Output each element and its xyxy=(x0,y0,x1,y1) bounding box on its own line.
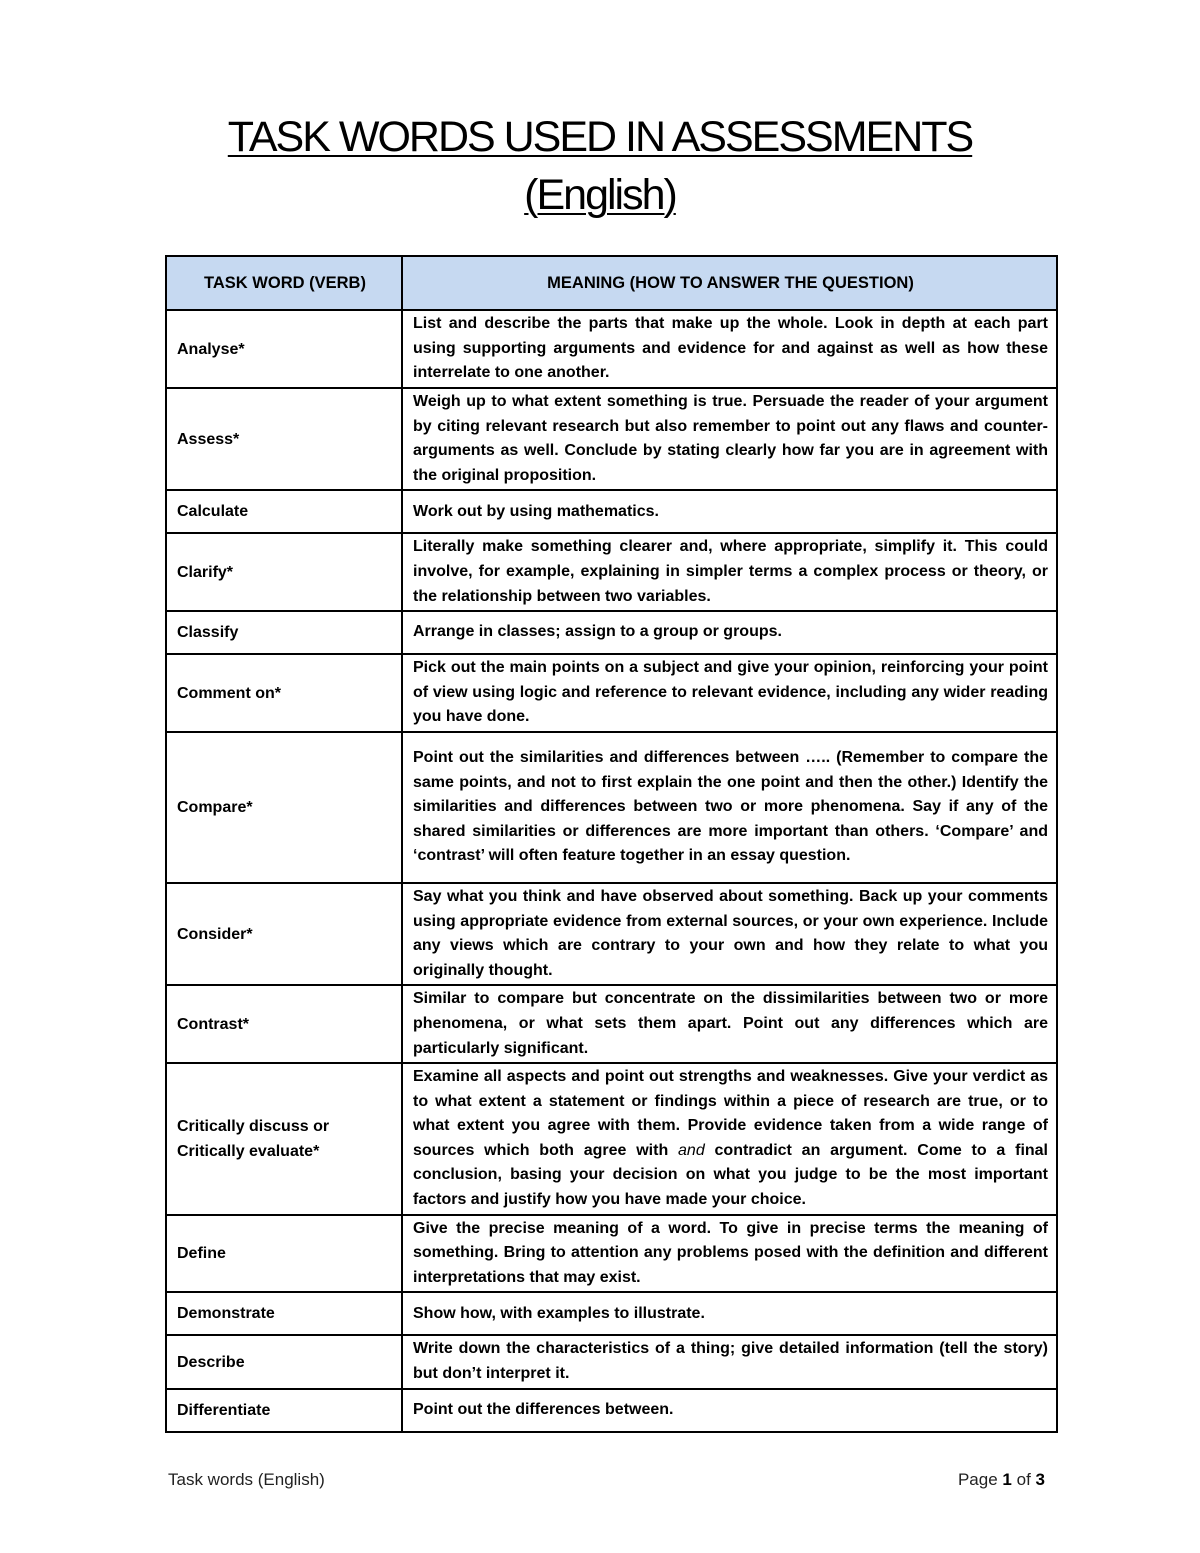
table-row xyxy=(166,388,1057,490)
task-word: Describe xyxy=(166,1335,402,1388)
document-title xyxy=(0,108,1200,224)
table-row xyxy=(166,732,1057,883)
table-row xyxy=(166,1389,1057,1432)
page-label: Page xyxy=(957,1470,998,1489)
task-word: Compare* xyxy=(166,732,402,883)
task-meaning: Say what you think and have observed about something. Back up your comments using appropriate evidence from external sources, or your own experience. Include any views which are contrary to your own and how they relate to what you originally thought. xyxy=(402,883,1057,985)
table-header-row xyxy=(166,256,1057,310)
task-meaning: Show how, with examples to illustrate. xyxy=(402,1292,1057,1335)
task-words-table xyxy=(165,255,1058,1433)
table-row xyxy=(166,1215,1057,1293)
task-meaning: Point out the similarities and differences between ….. (Remember to compare the same points, and not to first explain the one point and then the other.) Identify the similarities and differences between two or more phenomena. Say if any of the shared similarities or differences are more important than others. ‘Compare’ and ‘contrast’ will often feature together in an essay question. xyxy=(402,732,1057,883)
title-line-1: TASK WORDS USED IN ASSESSMENTS xyxy=(227,113,973,161)
task-word: Classify xyxy=(166,611,402,654)
header-meaning: MEANING (HOW TO ANSWER THE QUESTION) xyxy=(402,256,1057,310)
table-row xyxy=(166,310,1057,388)
task-meaning: Literally make something clearer and, where appropriate, simplify it. This could involve, for example, explaining in simpler terms a complex process or theory, or the relationship between two variables. xyxy=(402,533,1057,611)
task-meaning: Arrange in classes; assign to a group or groups. xyxy=(402,611,1057,654)
task-word: Calculate xyxy=(166,490,402,533)
task-meaning: Examine all aspects and point out strengths and weaknesses. Give your verdict as to what extent a statement or findings within a piece of research are true, or to what extent you agree with them. Provide evidence taken from a wide range of sources which both agree with and contradict an argument. Come to a final conclusion, basing your decision on what you judge to be the most important factors and justify how you have made your choice. xyxy=(402,1063,1057,1215)
footer-page-number xyxy=(958,1470,1045,1490)
page-of-label: of xyxy=(1016,1470,1031,1489)
table-row xyxy=(166,883,1057,985)
task-meaning: Work out by using mathematics. xyxy=(402,490,1057,533)
task-word: Define xyxy=(166,1215,402,1293)
task-word: Clarify* xyxy=(166,533,402,611)
task-meaning: Write down the characteristics of a thing; give detailed information (tell the story) but don’t interpret it. xyxy=(402,1335,1057,1388)
table-row xyxy=(166,490,1057,533)
table-row xyxy=(166,1292,1057,1335)
emphasis-and: and xyxy=(678,1141,705,1159)
footer-document-name: Task words (English) xyxy=(168,1470,325,1489)
task-word: Contrast* xyxy=(166,985,402,1063)
task-word: Assess* xyxy=(166,388,402,490)
task-word: Analyse* xyxy=(166,310,402,388)
header-task-word: TASK WORD (VERB) xyxy=(166,256,402,310)
task-meaning: Weigh up to what extent something is true. Persuade the reader of your argument by citing relevant research but also remember to point out any flaws and counter-arguments as well. Conclude by stating clearly how far you are in agreement with the original proposition. xyxy=(402,388,1057,490)
task-meaning: List and describe the parts that make up the whole. Look in depth at each part using supporting arguments and evidence for and against as well as how these interrelate to one another. xyxy=(402,310,1057,388)
table-row xyxy=(166,1063,1057,1215)
table-row xyxy=(166,1335,1057,1388)
task-word: Consider* xyxy=(166,883,402,985)
task-meaning: Pick out the main points on a subject and give your opinion, reinforcing your point of view using logic and reference to relevant evidence, including any wider reading you have done. xyxy=(402,654,1057,732)
title-line-2: (English) xyxy=(524,171,676,219)
table-row xyxy=(166,533,1057,611)
table-row xyxy=(166,985,1057,1063)
task-word: Comment on* xyxy=(166,654,402,732)
table-row xyxy=(166,654,1057,732)
task-word: Critically discuss or Critically evaluate* xyxy=(166,1063,402,1215)
page-current: 1 xyxy=(1002,1470,1012,1489)
table-row xyxy=(166,611,1057,654)
task-meaning: Give the precise meaning of a word. To give in precise terms the meaning of something. Bring to attention any problems posed with the definition and different interpretations that may exist. xyxy=(402,1215,1057,1293)
task-meaning: Point out the differences between. xyxy=(402,1389,1057,1432)
task-word: Differentiate xyxy=(166,1389,402,1432)
page-total: 3 xyxy=(1035,1470,1045,1489)
task-meaning: Similar to compare but concentrate on the dissimilarities between two or more phenomena, or what sets them apart. Point out any differences which are particularly significant. xyxy=(402,985,1057,1063)
task-word: Demonstrate xyxy=(166,1292,402,1335)
